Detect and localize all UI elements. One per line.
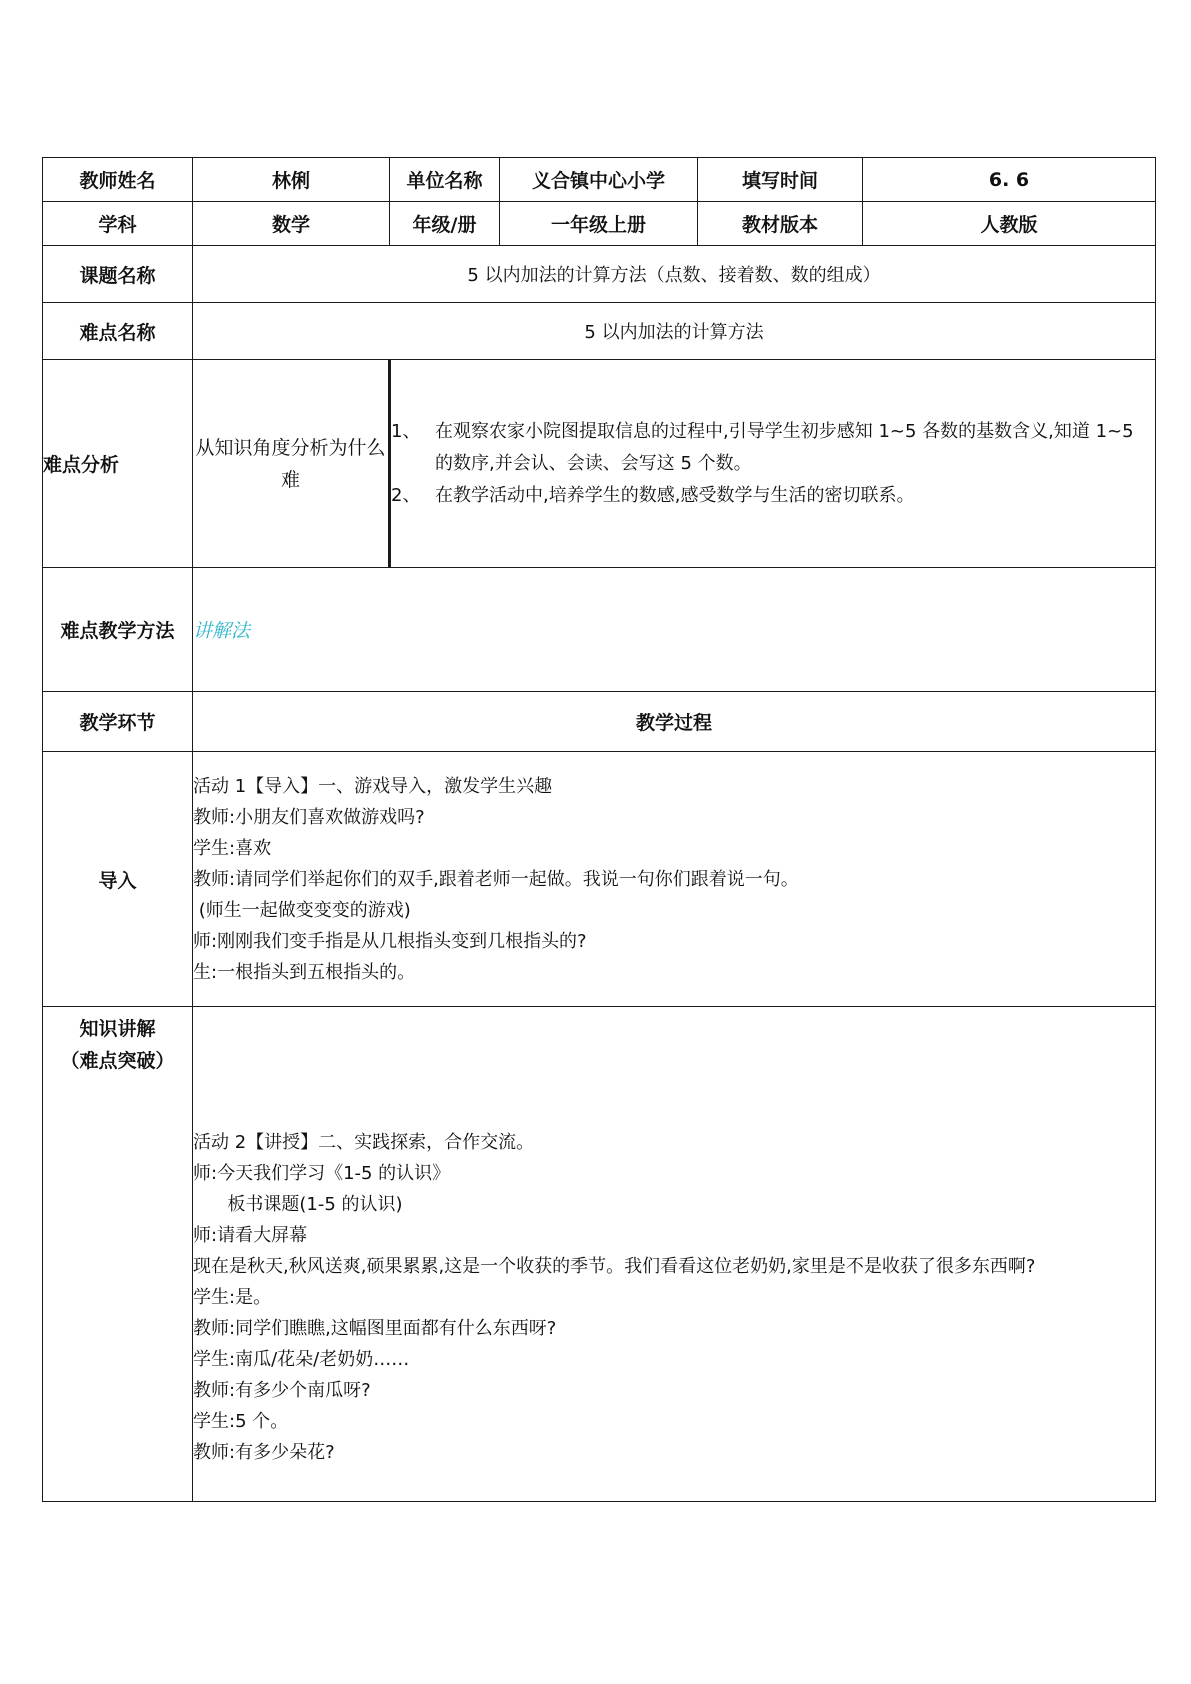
- header-row-1: [43, 158, 1156, 202]
- analysis-sub-label: 从知识角度分析为什么难: [193, 360, 390, 568]
- knowledge-body: [193, 1007, 1156, 1502]
- unit-name-value: 义合镇中心小学: [500, 158, 698, 202]
- process-header: 教学过程: [193, 692, 1156, 752]
- subject-value: 数学: [193, 202, 390, 246]
- grade-label: 年级/册: [390, 202, 500, 246]
- analysis-item-2: [391, 480, 1155, 512]
- stage-header: 教学环节: [43, 692, 193, 752]
- intro-row: [43, 752, 1156, 1007]
- intro-line: (师生一起做变变变的游戏): [193, 899, 411, 921]
- intro-line: 教师:请同学们举起你们的双手,跟着老师一起做。我说一句你们跟着说一句。: [193, 868, 799, 890]
- topic-value: 5 以内加法的计算方法（点数、接着数、数的组成）: [193, 246, 1156, 303]
- fill-date-value: 6. 6: [863, 158, 1156, 202]
- process-header-row: [43, 692, 1156, 752]
- method-value: 讲解法: [193, 568, 1156, 692]
- method-label: 难点教学方法: [43, 568, 193, 692]
- teacher-name-label: 教师姓名: [43, 158, 193, 202]
- knowledge-line: 教师:同学们瞧瞧,这幅图里面都有什么东西呀?: [193, 1317, 557, 1339]
- knowledge-label-line1: 知识讲解: [79, 1018, 156, 1040]
- knowledge-label: [43, 1007, 193, 1502]
- fill-date-label: 填写时间: [698, 158, 863, 202]
- intro-line: 教师:小朋友们喜欢做游戏吗?: [193, 806, 425, 828]
- knowledge-line: 教师:有多少个南瓜呀?: [193, 1379, 371, 1401]
- intro-line: 活动 1【导入】一、游戏导入，激发学生兴趣: [193, 775, 553, 797]
- knowledge-line: 活动 2【讲授】二、实践探索，合作交流。: [193, 1131, 535, 1153]
- subject-label: 学科: [43, 202, 193, 246]
- edition-label: 教材版本: [698, 202, 863, 246]
- difficulty-value: 5 以内加法的计算方法: [193, 303, 1156, 360]
- analysis-item-text: 在教学活动中,培养学生的数感,感受数学与生活的密切联系。: [435, 484, 915, 506]
- analysis-item-number: 1、: [391, 420, 421, 442]
- topic-row: [43, 246, 1156, 303]
- topic-label: 课题名称: [43, 246, 193, 303]
- knowledge-line: 学生:南瓜/花朵/老奶奶……: [193, 1348, 410, 1370]
- intro-line: 生:一根指头到五根指头的。: [193, 961, 416, 983]
- lesson-plan-table: [42, 157, 1156, 1502]
- intro-body: [193, 752, 1156, 1007]
- unit-name-label: 单位名称: [390, 158, 500, 202]
- knowledge-line: 师:请看大屏幕: [193, 1224, 308, 1246]
- knowledge-label-line2: （难点突破）: [60, 1050, 175, 1072]
- header-row-2: [43, 202, 1156, 246]
- difficulty-row: [43, 303, 1156, 360]
- knowledge-line: 学生:5 个。: [193, 1410, 289, 1432]
- intro-line: 学生:喜欢: [193, 837, 272, 859]
- intro-label: 导入: [43, 752, 193, 1007]
- knowledge-line: 师:今天我们学习《1-5 的认识》: [193, 1162, 451, 1184]
- analysis-body: [390, 360, 1156, 568]
- knowledge-line: 现在是秋天,秋风送爽,硕果累累,这是一个收获的季节。我们看看这位老奶奶,家里是不是收获了很多东西啊?: [193, 1255, 1036, 1277]
- knowledge-line: 板书课题(1-5 的认识): [193, 1193, 403, 1215]
- grade-value: 一年级上册: [500, 202, 698, 246]
- analysis-item-number: 2、: [391, 484, 421, 506]
- analysis-item-text: 在观察农家小院图提取信息的过程中,引导学生初步感知 1~5 各数的基数含义,知道 1~5 的数序,并会认、会读、会写这 5 个数。: [435, 420, 1134, 474]
- knowledge-row: [43, 1007, 1156, 1502]
- knowledge-line: 教师:有多少朵花?: [193, 1441, 335, 1463]
- difficulty-label: 难点名称: [43, 303, 193, 360]
- teacher-name-value: 林俐: [193, 158, 390, 202]
- edition-value: 人教版: [863, 202, 1156, 246]
- intro-line: 师:刚刚我们变手指是从几根指头变到几根指头的?: [193, 930, 587, 952]
- analysis-row: [43, 360, 1156, 568]
- method-row: [43, 568, 1156, 692]
- analysis-item-1: [391, 416, 1155, 480]
- analysis-label: 难点分析: [43, 360, 193, 568]
- knowledge-line: 学生:是。: [193, 1286, 272, 1308]
